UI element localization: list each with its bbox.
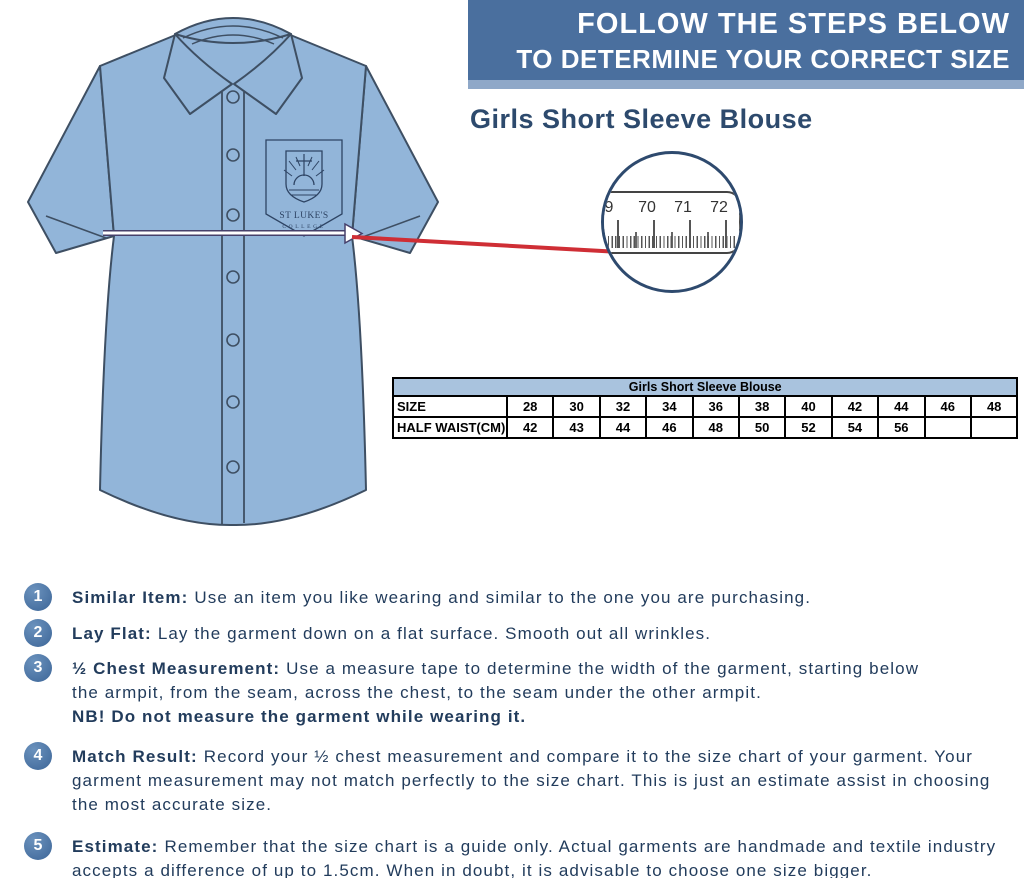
size-cell: 30: [553, 396, 599, 417]
step-item-1: [24, 586, 811, 611]
size-cell: 40: [785, 396, 831, 417]
step-number-badge: 5: [24, 832, 52, 860]
size-cell: 32: [600, 396, 646, 417]
size-cell: 34: [646, 396, 692, 417]
tape-number: 71: [674, 199, 692, 216]
size-row: [393, 396, 1017, 417]
step-description: Remember that the size chart is a guide only. Actual garments are handmade and textile industry accepts a difference of up to 1.5cm. When in doubt, it is advisable to choose one size bigger.: [72, 837, 997, 878]
step-item-3: [24, 657, 932, 729]
waist-cell: 46: [646, 417, 692, 438]
waist-cell: [971, 417, 1018, 438]
size-cell: 44: [878, 396, 924, 417]
banner-line1: FOLLOW THE STEPS BELOW: [577, 8, 1010, 40]
step-number-badge: 1: [24, 583, 52, 611]
tape-number: 9: [604, 199, 614, 216]
crest-sub: COLLEGE: [282, 224, 326, 230]
step-label: ½ Chest Measurement:: [72, 659, 281, 678]
step-description: Lay the garment down on a flat surface. Smooth out all wrinkles.: [157, 624, 712, 643]
waist-cell: 43: [553, 417, 599, 438]
tape-measure: [601, 191, 741, 254]
step-note: NB! Do not measure the garment while wearing it.: [72, 707, 527, 726]
size-cell: 46: [925, 396, 971, 417]
table-title: Girls Short Sleeve Blouse: [393, 378, 1017, 396]
header-banner: [468, 0, 1024, 89]
step-label: Lay Flat:: [72, 624, 152, 643]
step-item-4: [24, 745, 1007, 817]
waist-cell: 48: [693, 417, 739, 438]
step-label: Estimate:: [72, 837, 159, 856]
step-description: Use a measure tape to determine the width of the garment, starting below the armpit, from the seam, across the chest, to the seam under the other armpit.: [72, 659, 920, 702]
size-cell: 38: [739, 396, 785, 417]
waist-cell: 42: [507, 417, 553, 438]
step-number-badge: 2: [24, 619, 52, 647]
size-row-label: SIZE: [393, 396, 507, 417]
half-waist-row: [393, 417, 1017, 438]
waist-cell: 52: [785, 417, 831, 438]
table-title-row: [393, 378, 1017, 396]
waist-cell: 56: [878, 417, 924, 438]
step-description: Use an item you like wearing and similar to the one you are purchasing.: [194, 588, 812, 607]
half-waist-row-label: HALF WAIST(CM): [393, 417, 507, 438]
step-item-5: [24, 835, 1012, 878]
waist-cell: 44: [600, 417, 646, 438]
step-label: Similar Item:: [72, 588, 189, 607]
waist-cell: [925, 417, 971, 438]
collar-band: [175, 18, 291, 43]
size-cell: 28: [507, 396, 553, 417]
tape-number: 70: [638, 199, 656, 216]
waist-cell: 54: [832, 417, 878, 438]
page-title: Girls Short Sleeve Blouse: [470, 104, 813, 134]
crest-name: ST LUKE'S: [279, 211, 329, 221]
step-number-badge: 4: [24, 742, 52, 770]
size-cell: 48: [971, 396, 1018, 417]
step-label: Match Result:: [72, 747, 198, 766]
size-cell: 42: [832, 396, 878, 417]
tape-minor-ticks: [601, 236, 736, 248]
waist-cell: 50: [739, 417, 785, 438]
size-cell: 36: [693, 396, 739, 417]
step-item-2: [24, 622, 711, 647]
step-description: Record your ½ chest measurement and compare it to the size chart of your garment. Your garment measurement may not match perfectly to the size chart. This is just an estimate assist in choosing the most accurate size.: [72, 747, 991, 814]
step-number-badge: 3: [24, 654, 52, 682]
size-chart-table: [392, 377, 1018, 439]
tape-magnifier-circle: [601, 151, 743, 293]
tape-number: 72: [710, 199, 728, 216]
banner-line2: TO DETERMINE YOUR CORRECT SIZE: [516, 44, 1010, 74]
